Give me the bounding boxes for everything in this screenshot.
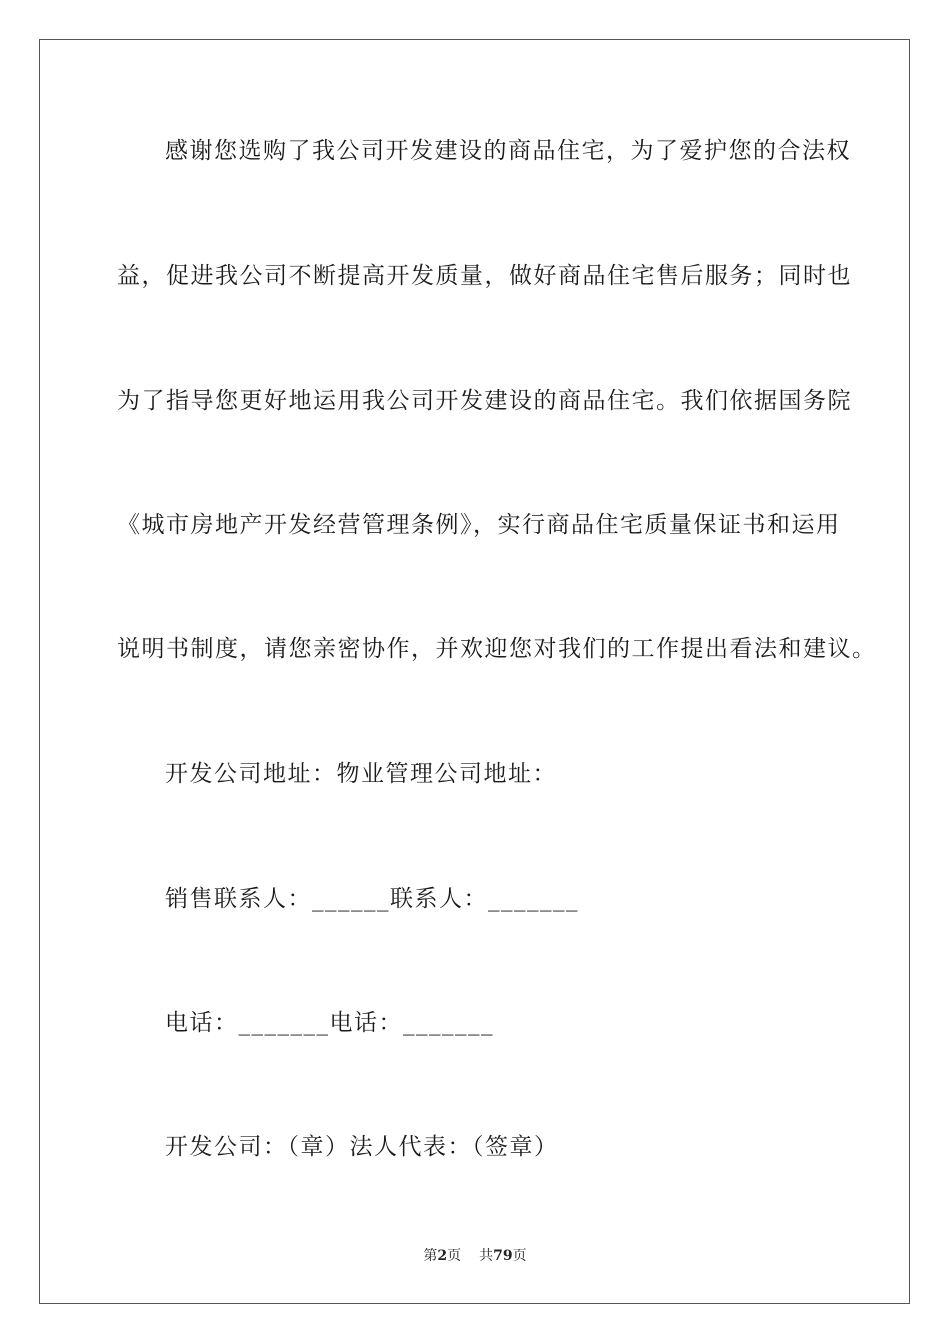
page-border	[39, 39, 910, 1304]
signature-line: 开发公司：（章）法人代表：（签章）	[165, 1134, 559, 1160]
page-suffix: 页	[447, 1248, 462, 1264]
paragraph-line-4: 《城市房地产开发经营管理条例》，实行商品住宅质量保证书和运用	[117, 512, 841, 538]
address-line: 开发公司地址：物业管理公司地址：	[165, 761, 557, 787]
page-number: 2	[437, 1248, 448, 1264]
paragraph-line-2: 益，促进我公司不断提高开发质量，做好商品住宅售后服务；同时也	[117, 263, 852, 289]
paragraph-line-5: 说明书制度，请您亲密协作，并欢迎您对我们的工作提出看法和建议。	[117, 636, 877, 662]
phone-line: 电话：_______电话：_______	[165, 1010, 494, 1036]
page-footer	[0, 1246, 950, 1266]
total-suffix: 页	[512, 1248, 527, 1264]
paragraph-line-1: 感谢您选购了我公司开发建设的商品住宅，为了爱护您的合法权	[165, 138, 851, 164]
total-pages: 79	[493, 1248, 513, 1264]
paragraph-line-3: 为了指导您更好地运用我公司开发建设的商品住宅。我们依据国务院	[117, 388, 852, 414]
total-prefix: 共	[479, 1248, 494, 1264]
page-prefix: 第	[423, 1248, 438, 1264]
contact-line: 销售联系人：______联系人：_______	[165, 886, 579, 912]
